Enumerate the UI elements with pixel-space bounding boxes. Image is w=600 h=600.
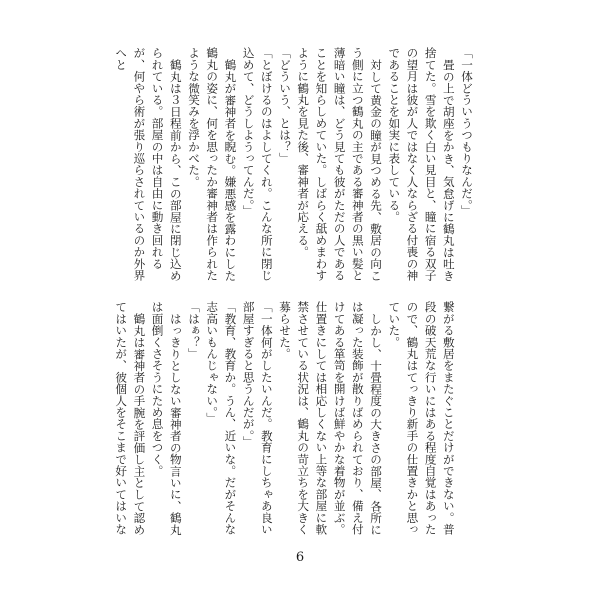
paragraph: 「はぁ？」 [187,301,202,360]
paragraph: しかし、十畳程度の大きさの部屋、各所には凝った装飾が散りばめられており、備え付けてある箪笥を開けば鮮やかな着物が並ぶ。仕置きにしては相応しくない上等な部屋に軟禁させている状況は、鶴丸の苛立ちを大きく募らせた。 [278,301,384,535]
vertical-text-upper [112,47,476,283]
text-block-lower [112,301,487,537]
paragraph: 「とぼけるのはよしてくれ。こんな所に閉じ込めて、どうしようってんだ。」 [241,47,274,281]
vertical-text-lower [112,301,458,537]
paragraph: 繋がる敷居をまたぐことだけができない。普段の破天荒な行いにはある程度自覚はあったので、鶴丸はてっきり新手の仕置きかと思っていた。 [387,301,456,535]
paragraph: 「教育、教育か。うん、近いな。だがそんな志高いもんじゃない。」 [205,301,238,535]
paragraph: 「一体何がしたいんだ。教育にしちゃあ良い部屋すぎると思うんだが。」 [241,301,274,535]
paragraph: 対して黄金の瞳が見つめる先、敷居の向こう側に立つ鶴丸の主である審神者の黒い髪と薄暗い瞳は、どう見ても彼がただの人であることを知らしめていた。しばらく舐めまわすように鶴丸を見た後、審神者が応える。 [296,47,384,281]
paragraph: 鶴丸は３日程前から、この部屋に閉じ込められている。部屋の中は自由に動き回れるが、何やら術が張り巡らされているのか外界へと [114,47,183,281]
page-number: 6 [295,550,305,565]
paragraph: 鶴丸は審神者の手腕を評価し主として認めてはいたが、彼個人をそこまで好いてはいな [114,301,147,535]
paragraph: 「一体どういうつもりなんだ。」 [460,47,475,217]
paragraph: はっきりとしない審神者の物言いに、鶴丸は面倒くさそうにため息をつく。 [150,301,183,535]
paragraph: 鶴丸が審神者を睨む。嫌悪感を露わにした鶴丸の姿に、何を思ったか審神者は作られたような微笑みを浮かべた。 [187,47,238,281]
text-block-upper [112,47,487,283]
paragraph: 「どういう、とは？」 [278,47,293,164]
paragraph: 畳の上で胡座をかき、気怠げに鶴丸は吐き捨てた。雪を欺く白い見目と、瞳に宿る双子の望月は彼が人ではなく人ならざる付喪の神であることを如実に表している。 [387,47,456,281]
